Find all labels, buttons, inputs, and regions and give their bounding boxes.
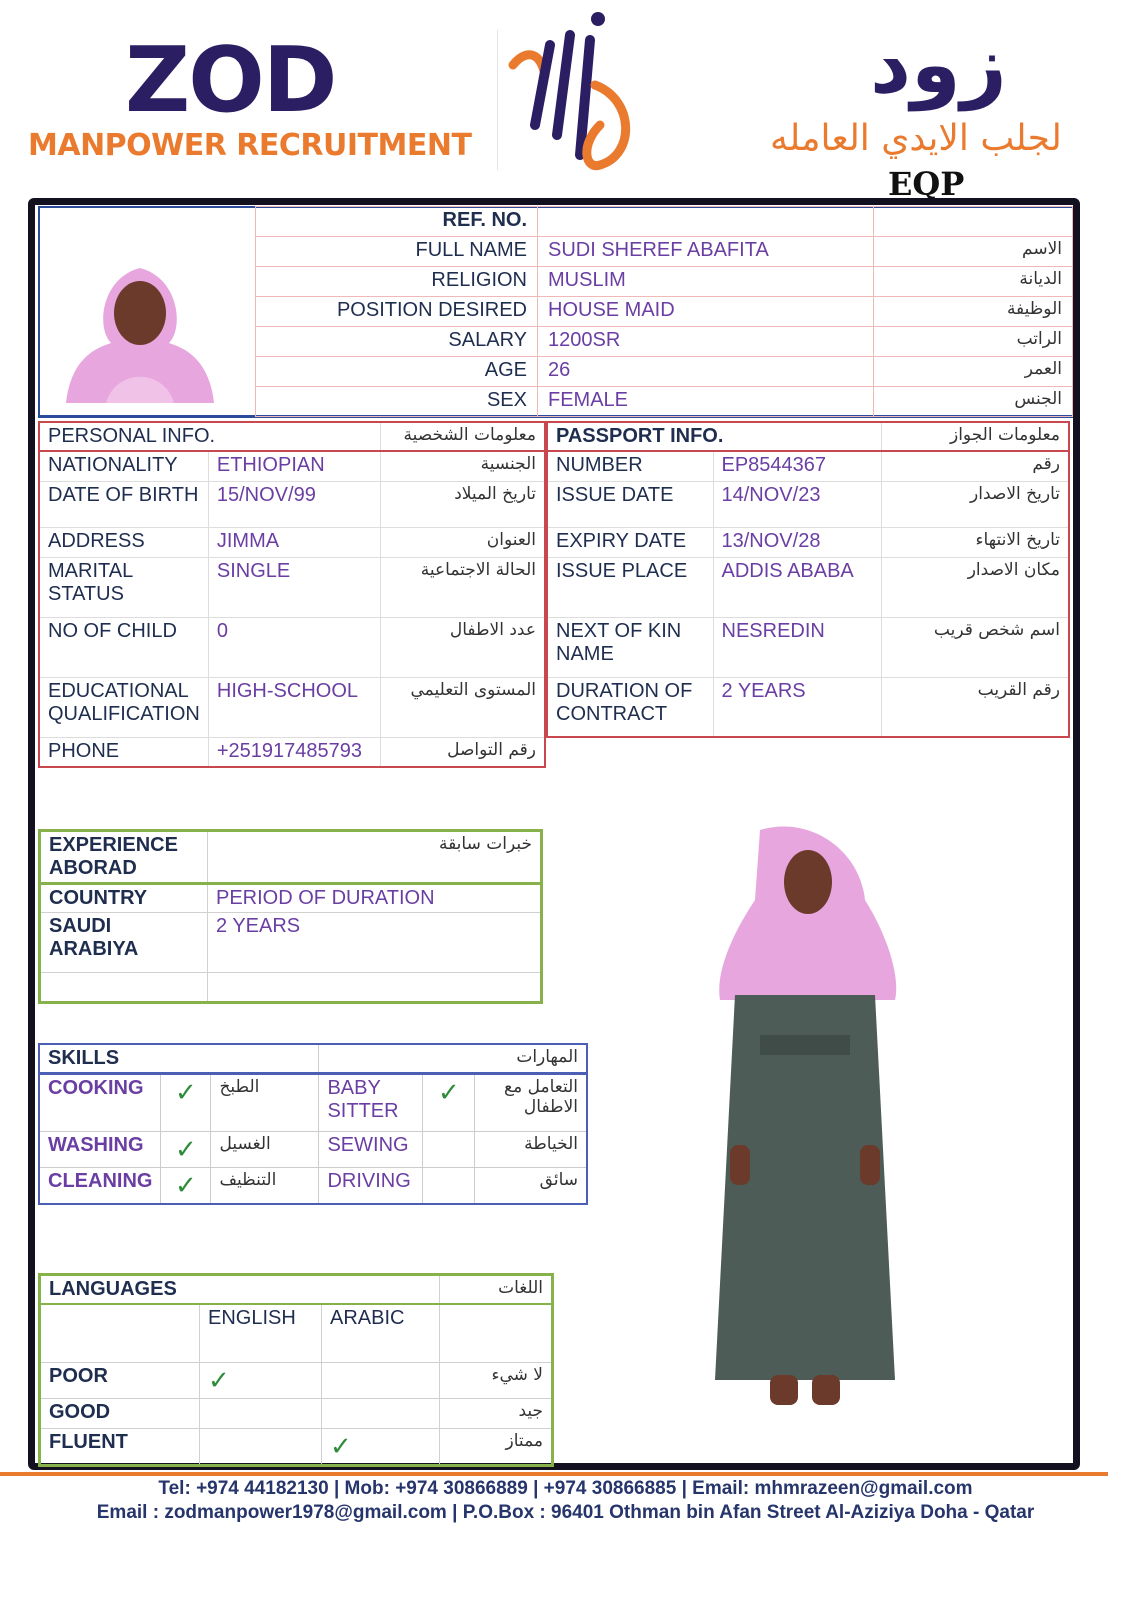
personal-info-label-ar: رقم التواصل [380, 737, 545, 767]
skill-check-icon [423, 1168, 475, 1205]
personal-info-row [39, 527, 545, 557]
top-info-row [256, 357, 1073, 387]
skills-table [38, 1043, 588, 1205]
passport-info-label-ar: رقم القريب [881, 677, 1069, 737]
header-divider [497, 30, 498, 170]
top-info-label-ar: الاسم [874, 237, 1073, 267]
languages-col-english: ENGLISH [200, 1304, 322, 1362]
personal-info-label: MARITAL STATUS [39, 557, 208, 617]
full-body-photo-icon [700, 820, 910, 1430]
top-info-label: SALARY [256, 327, 538, 357]
personal-info-value: HIGH-SCHOOL [208, 677, 380, 737]
passport-info-label-ar: رقم [881, 451, 1069, 481]
skills-row [39, 1132, 587, 1168]
passport-info-value: NESREDIN [713, 617, 881, 677]
personal-info-label: EDUCATIONAL QUALIFICATION [39, 677, 208, 737]
top-info-value [538, 207, 874, 237]
personal-info-label: DATE OF BIRTH [39, 481, 208, 527]
personal-info-label-ar: المستوى التعليمي [380, 677, 545, 737]
passport-info-label-ar: مكان الاصدار [881, 557, 1069, 617]
passport-info-row [547, 557, 1069, 617]
language-level: FLUENT [40, 1428, 200, 1465]
passport-info-row [547, 677, 1069, 737]
skill-name-ar: الغسيل [211, 1132, 319, 1168]
skills-row [39, 1168, 587, 1205]
top-info-label: REF. NO. [256, 207, 538, 237]
skill-name: BABY SITTER [319, 1074, 423, 1132]
top-info-label-ar: الجنس [874, 387, 1073, 417]
skill-name: SEWING [319, 1132, 423, 1168]
top-info-row [256, 237, 1073, 267]
language-arabic-check-icon [322, 1362, 440, 1398]
skill-check-icon: ✓ [161, 1132, 211, 1168]
passport-info-value: 13/NOV/28 [713, 527, 881, 557]
personal-info-title-ar: معلومات الشخصية [380, 422, 545, 451]
passport-info-label: NUMBER [547, 451, 713, 481]
top-info-row [256, 327, 1073, 357]
portrait-photo-icon [56, 258, 224, 403]
skill-name: CLEANING [39, 1168, 161, 1205]
personal-info-row [39, 677, 545, 737]
top-info-row [256, 387, 1073, 417]
passport-info-value: 2 YEARS [713, 677, 881, 737]
personal-info-value: 0 [208, 617, 380, 677]
experience-period: 2 YEARS [208, 913, 542, 973]
personal-info-value: 15/NOV/99 [208, 481, 380, 527]
arabic-subtitle: لجلب الايدي العامله [770, 118, 1062, 159]
personal-info-label: ADDRESS [39, 527, 208, 557]
personal-info-value: SINGLE [208, 557, 380, 617]
passport-info-table [546, 421, 1070, 738]
personal-info-value: ETHIOPIAN [208, 451, 380, 481]
company-logo-icon [505, 5, 645, 180]
languages-title-ar: اللغات [440, 1275, 553, 1305]
language-arabic-check-icon [322, 1398, 440, 1428]
experience-col-country: COUNTRY [40, 884, 208, 913]
personal-info-label: NO OF CHILD [39, 617, 208, 677]
skill-check-icon [423, 1132, 475, 1168]
personal-info-row [39, 737, 545, 767]
personal-info-label-ar: عدد الاطفال [380, 617, 545, 677]
personal-info-row [39, 617, 545, 677]
passport-info-label: EXPIRY DATE [547, 527, 713, 557]
personal-info-row [39, 481, 545, 527]
personal-info-label: NATIONALITY [39, 451, 208, 481]
personal-info-row [39, 451, 545, 481]
passport-info-title: PASSPORT INFO. [547, 422, 881, 451]
skill-check-icon: ✓ [423, 1074, 475, 1132]
skill-name: DRIVING [319, 1168, 423, 1205]
passport-info-value: ADDIS ABABA [713, 557, 881, 617]
language-english-check-icon [200, 1398, 322, 1428]
passport-info-value: 14/NOV/23 [713, 481, 881, 527]
footer-contact-line1: Tel: +974 44182130 | Mob: +974 30866889 | +974 30866885 | Email: mhmrazeen@gmail.com [158, 1478, 973, 1499]
top-info-label: SEX [256, 387, 538, 417]
personal-info-label-ar: تاريخ الميلاد [380, 481, 545, 527]
top-info-value: HOUSE MAID [538, 297, 874, 327]
top-info-table [255, 206, 1073, 417]
top-info-label: FULL NAME [256, 237, 538, 267]
top-info-value: 26 [538, 357, 874, 387]
experience-col-period: PERIOD OF DURATION [208, 884, 542, 913]
top-info-value: FEMALE [538, 387, 874, 417]
top-info-label: AGE [256, 357, 538, 387]
experience-country: SAUDI ARABIYA [40, 913, 208, 973]
skills-row [39, 1074, 587, 1132]
skill-name-ar: الخياطة [475, 1132, 587, 1168]
top-info-value: SUDI SHEREF ABAFITA [538, 237, 874, 267]
passport-info-label: DURATION OF CONTRACT [547, 677, 713, 737]
languages-table [38, 1273, 554, 1467]
language-row [40, 1428, 553, 1465]
skill-name-ar: التعامل مع الاطفال [475, 1074, 587, 1132]
skill-name-ar: سائق [475, 1168, 587, 1205]
language-row [40, 1398, 553, 1428]
passport-info-label: ISSUE DATE [547, 481, 713, 527]
top-info-label: POSITION DESIRED [256, 297, 538, 327]
passport-info-label-ar: اسم شخص قريب [881, 617, 1069, 677]
personal-info-table [38, 421, 546, 768]
skill-name: COOKING [39, 1074, 161, 1132]
footer-divider [0, 1472, 1108, 1476]
passport-info-label: ISSUE PLACE [547, 557, 713, 617]
top-info-label-ar: الراتب [874, 327, 1073, 357]
language-level-ar: جيد [440, 1398, 553, 1428]
personal-info-label: PHONE [39, 737, 208, 767]
skills-title-ar: المهارات [319, 1044, 587, 1074]
arabic-brand-name: زود [870, 18, 1007, 111]
language-level: GOOD [40, 1398, 200, 1428]
language-level: POOR [40, 1362, 200, 1398]
top-info-value: 1200SR [538, 327, 874, 357]
language-arabic-check-icon: ✓ [322, 1428, 440, 1465]
skill-check-icon: ✓ [161, 1074, 211, 1132]
experience-title: EXPERIENCE ABORAD [40, 831, 208, 884]
skill-name-ar: الطبخ [211, 1074, 319, 1132]
top-info-label-ar [874, 207, 1073, 237]
top-info-row [256, 267, 1073, 297]
skills-title: SKILLS [39, 1044, 319, 1074]
passport-info-row [547, 617, 1069, 677]
passport-info-label-ar: تاريخ الاصدار [881, 481, 1069, 527]
top-info-row [256, 297, 1073, 327]
passport-info-row [547, 527, 1069, 557]
personal-info-row [39, 557, 545, 617]
passport-info-row [547, 481, 1069, 527]
brand-name: ZOD [125, 28, 336, 133]
experience-title-ar: خبرات سابقة [208, 831, 542, 884]
top-info-label: RELIGION [256, 267, 538, 297]
personal-info-label-ar: الجنسية [380, 451, 545, 481]
top-info-label-ar: الديانة [874, 267, 1073, 297]
personal-info-title: PERSONAL INFO. [39, 422, 380, 451]
passport-info-label-ar: تاريخ الانتهاء [881, 527, 1069, 557]
skill-check-icon: ✓ [161, 1168, 211, 1205]
skill-name: WASHING [39, 1132, 161, 1168]
passport-info-value: EP8544367 [713, 451, 881, 481]
experience-table [38, 829, 543, 1004]
brand-subtitle: MANPOWER RECRUITMENT [28, 128, 472, 163]
skill-name-ar: التنظيف [211, 1168, 319, 1205]
personal-info-value: +251917485793 [208, 737, 380, 767]
footer-contact-line2: Email : zodmanpower1978@gmail.com | P.O.Box : 96401 Othman bin Afan Street Al-Aziziya Doha - Qatar [96, 1502, 1035, 1523]
personal-info-value: JIMMA [208, 527, 380, 557]
eqp-label: EQP [888, 165, 965, 203]
personal-info-label-ar: الحالة الاجتماعية [380, 557, 545, 617]
language-level-ar: لا شيء [440, 1362, 553, 1398]
experience-row [40, 913, 542, 973]
language-english-check-icon: ✓ [200, 1362, 322, 1398]
language-level-ar: ممتاز [440, 1428, 553, 1465]
passport-info-label: NEXT OF KIN NAME [547, 617, 713, 677]
top-info-value: MUSLIM [538, 267, 874, 297]
language-row [40, 1362, 553, 1398]
languages-title: LANGUAGES [40, 1275, 440, 1305]
top-info-label-ar: الوظيفة [874, 297, 1073, 327]
personal-info-label-ar: العنوان [380, 527, 545, 557]
language-english-check-icon [200, 1428, 322, 1465]
top-info-label-ar: العمر [874, 357, 1073, 387]
top-info-row [256, 207, 1073, 237]
passport-info-row [547, 451, 1069, 481]
languages-col-arabic: ARABIC [322, 1304, 440, 1362]
passport-info-title-ar: معلومات الجواز [881, 422, 1069, 451]
